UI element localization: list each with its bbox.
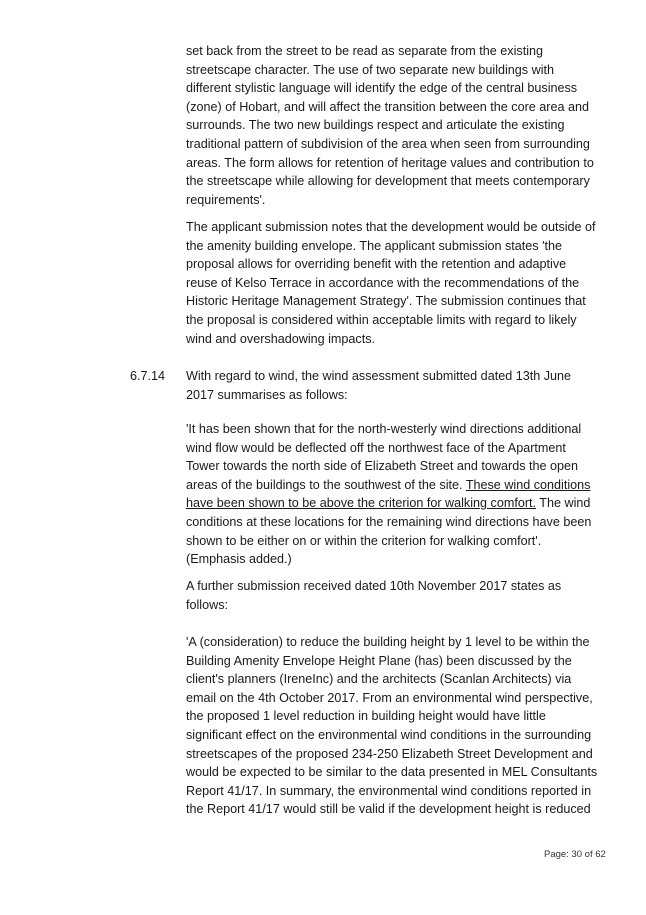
paragraph-height-reduction-quote [186,633,598,819]
page-number: Page: 30 of 62 [544,849,606,860]
emphasised-text: These wind conditions have been shown to be above the criterion for walking comfort. [186,477,591,511]
paragraph-text: 'A (consideration) to reduce the building height by 1 level to be within the Building Amenity Envelope Height Plane (has) been discussed by the client's planners (IreneInc) and the architects (Scanlan Architects) via email on the 4th October 2017. From an environmental wind perspective, the proposed 1 level reduction in building height would have little significant effect on the environmental wind conditions in the surrounding streetscapes of the proposed 234-250 Elizabeth Street Development and would be expected to be similar to the data presented in MEL Consultants Report 41/17. In summary, the environmental wind conditions reported in the Report 41/17 would still be valid if the development height is reduced [186,635,598,817]
quote-text-start: 'It has been shown that for the north-westerly wind directions additional wind flow would be deflected off the northwest face of the Apartment Tower towards the north side of Elizabeth Street and towards the open areas of the buildings to the southwest of the site. [186,422,582,492]
section-number: 6.7.14 [130,369,166,383]
paragraph-text: A further submission received dated 10th November 2017 states as follows: [186,579,562,612]
paragraph-text: With regard to wind, the wind assessment submitted dated 13th June 2017 summarises as follows: [186,369,572,402]
paragraph-wind-quote [186,420,598,569]
paragraph-text: The applicant submission notes that the development would be outside of the amenity building envelope. The applicant submission states 'the proposal allows for overriding benefit with the retention and adaptive reuse of Kelso Terrace in accordance with the recommendations of the Historic Heritage Management Strategy'. The submission continues that the proposal is considered within acceptable limits with regard to likely wind and overshadowing impacts. [186,220,596,346]
paragraph-text [186,420,598,569]
paragraph-further-submission [186,577,598,614]
paragraph-amenity-envelope [186,218,598,348]
paragraph-text: set back from the street to be read as separate from the existing streetscape character. The use of two separate new buildings with different stylistic language will identify the edge of the central business (zone) of Hobart, and will affect the transition between the core area and surrounds. The two new buildings respect and articulate the existing traditional pattern of subdivision of the area when seen from surrounding areas. The form allows for retention of heritage values and contribution to the streetscape while allowing for development that meets contemporary requirements'. [186,44,594,207]
quote-text-end: The wind conditions at these locations for the remaining wind directions have been shown to be either on or within the criterion for walking comfort'. (Emphasis added.) [186,496,592,567]
paragraph-wind-assessment-intro [186,367,598,404]
paragraph-heritage-quote-end [186,42,598,209]
